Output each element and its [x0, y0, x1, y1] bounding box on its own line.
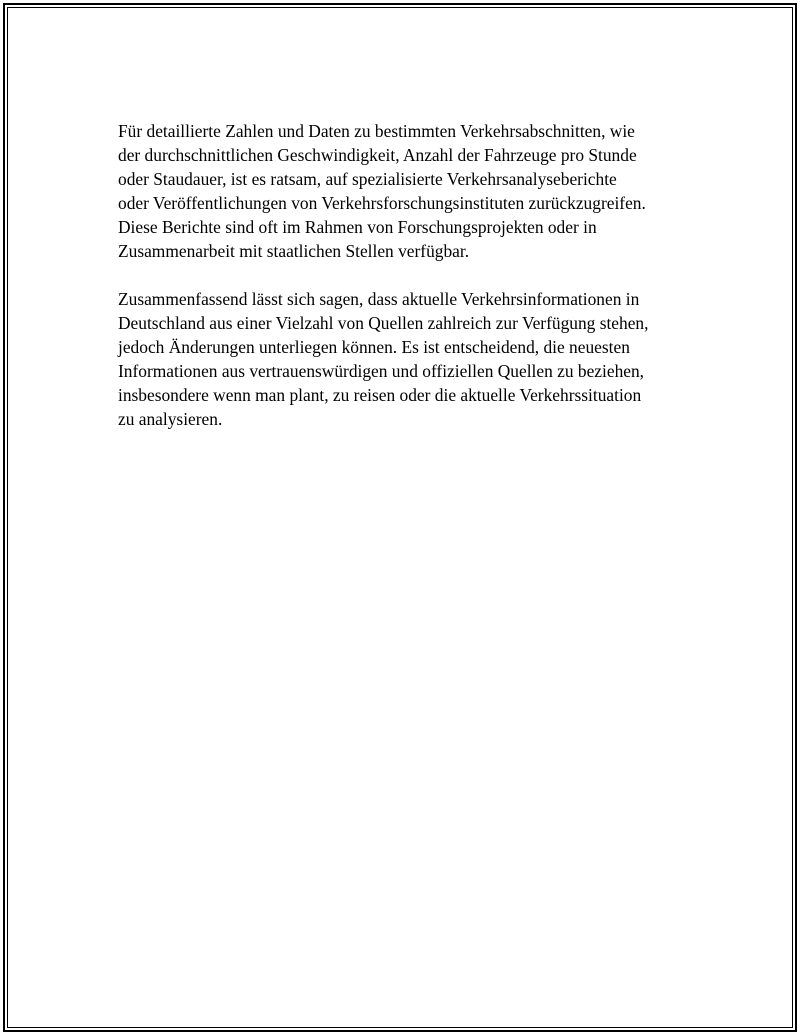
text-line: Diese Berichte sind oft im Rahmen von Forschungsprojekten oder in	[118, 217, 597, 237]
page-border	[3, 3, 797, 1032]
text-line: Zusammenfassend lässt sich sagen, dass aktuelle Verkehrsinformationen in	[118, 289, 640, 309]
document-body	[118, 119, 698, 431]
text-line: Zusammenarbeit mit staatlichen Stellen verfügbar.	[118, 241, 470, 261]
text-line: Informationen aus vertrauenswürdigen und offiziellen Quellen zu beziehen,	[118, 361, 645, 381]
text-line: der durchschnittlichen Geschwindigkeit, Anzahl der Fahrzeuge pro Stunde	[118, 145, 637, 165]
text-line: insbesondere wenn man plant, zu reisen oder die aktuelle Verkehrssituation	[118, 385, 642, 405]
text-line: zu analysieren.	[118, 409, 223, 429]
text-line: Für detaillierte Zahlen und Daten zu bestimmten Verkehrsabschnitten, wie	[118, 121, 635, 141]
text-line: jedoch Änderungen unterliegen können. Es ist entscheidend, die neuesten	[118, 337, 630, 357]
text-line: oder Staudauer, ist es ratsam, auf spezialisierte Verkehrsanalyseberichte	[118, 169, 617, 189]
text-line: oder Veröffentlichungen von Verkehrsforschungsinstituten zurückzugreifen.	[118, 193, 646, 213]
text-line: Deutschland aus einer Vielzahl von Quellen zahlreich zur Verfügung stehen,	[118, 313, 649, 333]
paragraph-traffic-data-reports	[118, 119, 698, 263]
paragraph-summary	[118, 287, 698, 431]
